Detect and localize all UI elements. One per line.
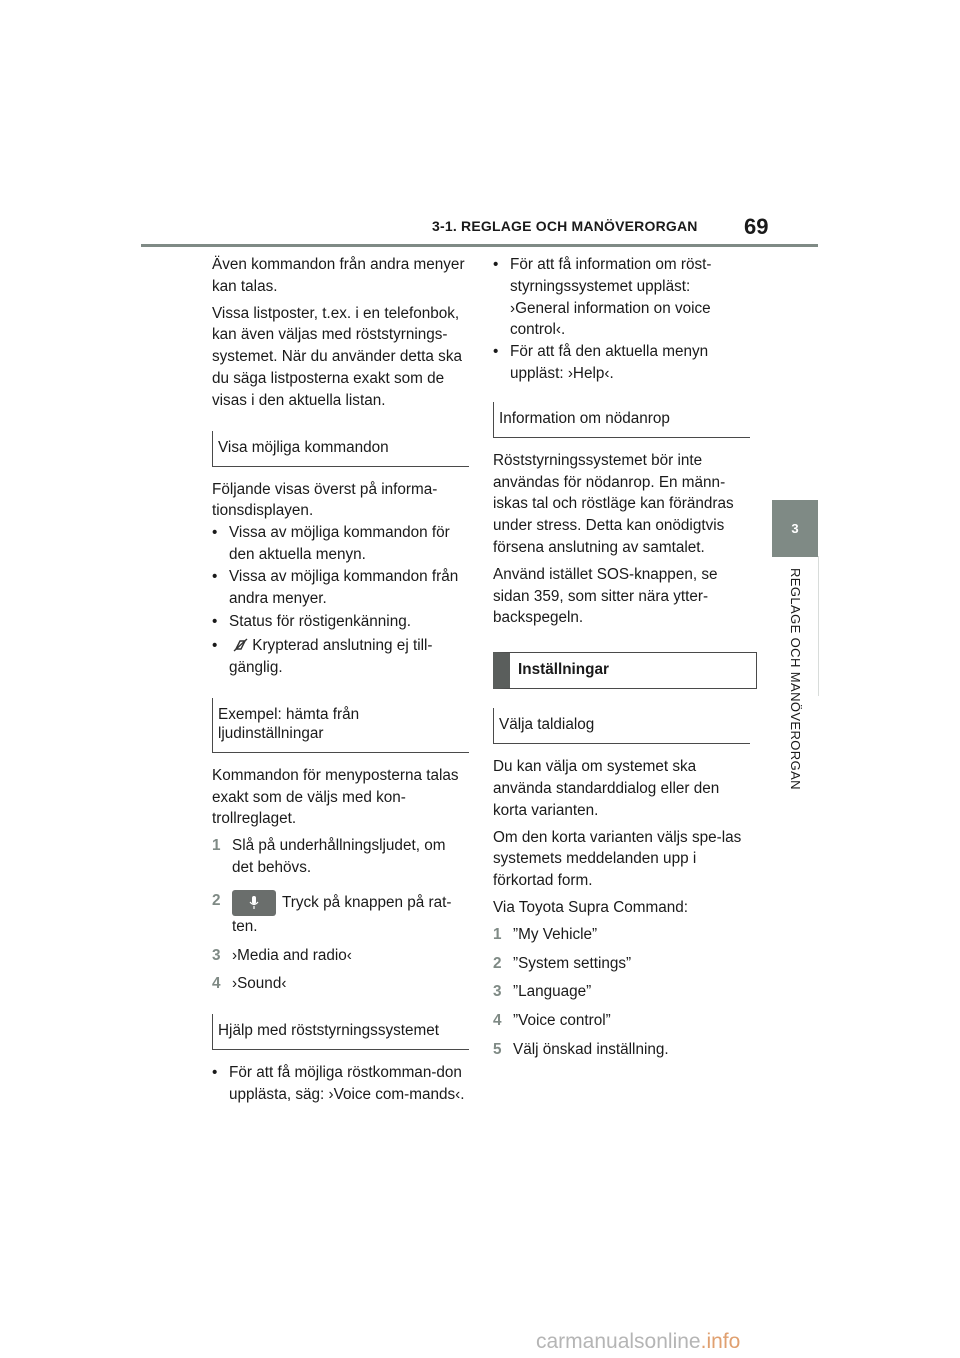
step-item: [212, 890, 468, 938]
list-item: [212, 635, 468, 679]
step-number: 2: [212, 891, 221, 909]
right-column: [493, 254, 749, 1068]
step-number: 2: [493, 954, 502, 972]
step-text: ›Sound‹: [232, 975, 287, 993]
step-number: 4: [212, 975, 221, 993]
list-item: • Vissa av möjliga kommandon från andra menyer.: [212, 566, 468, 610]
step-number: 3: [493, 983, 502, 1001]
list-item: • För att få möjliga röstkomman-don upplästa, säg: ›Voice com-mands‹.: [212, 1062, 468, 1106]
step-item: [212, 973, 468, 995]
section-heading: Information om nödanrop: [493, 402, 750, 438]
watermark-name: carmanualsonline: [536, 1330, 701, 1353]
section-heading: Exempel: hämta från ljudinställningar: [212, 698, 469, 753]
section-heading: Välja taldialog: [493, 708, 750, 744]
microphone-icon: [249, 895, 259, 910]
left-column: [212, 254, 468, 1106]
step-item: [493, 1010, 749, 1032]
list-item: • För att få den aktuella menyn uppläst: ›Help‹.: [493, 341, 749, 385]
chapter-tab-line: [818, 556, 819, 696]
chapter-tab: [772, 500, 818, 557]
step-item: [493, 1039, 749, 1061]
page-number: 69: [744, 214, 769, 239]
step-text: Slå på underhållningsljudet, om det behövs.: [232, 837, 446, 876]
header-rule: [141, 244, 818, 247]
step-text: Välj önskad inställning.: [513, 1040, 669, 1058]
paragraph: Röststyrningssystemet bör inte användas för nödanrop. En männ-iskas tal och röstläge kan förändras under stress. Detta kan onödigtvis försena anslutning av samtalet.: [493, 451, 734, 556]
step-number: 3: [212, 946, 221, 964]
paragraph: Även kommandon från andra menyer kan talas.: [212, 256, 465, 295]
step-item: [212, 835, 468, 879]
step-text: ›Media and radio‹: [232, 946, 352, 964]
list-item: • Vissa av möjliga kommandon för den aktuella menyn.: [212, 522, 468, 566]
step-item: [493, 924, 749, 946]
paragraph: Vissa listposter, t.ex. i en telefonbok, kan även väljas med röststyrnings-systemet. När du använder detta ska du säga listposterna exakt som de visas i den aktuella listan.: [212, 304, 462, 409]
section-heading: Hjälp med röststyrningssystemet: [212, 1014, 469, 1050]
voice-button: [232, 890, 276, 916]
step-text: Tryck på knappen på rat-ten.: [232, 893, 452, 935]
section-title: 3-1. REGLAGE OCH MANÖVERORGAN: [432, 218, 698, 234]
step-item: [212, 945, 468, 967]
step-text: ”System settings”: [513, 954, 632, 972]
list-item-text: Krypterad anslutning ej till-gänglig.: [229, 637, 433, 676]
step-text: ”My Vehicle”: [513, 925, 598, 943]
section-heading-bold: Inställningar: [493, 652, 757, 689]
step-text: ”Language”: [513, 983, 592, 1001]
chapter-number: 3: [791, 521, 799, 536]
paragraph: Via Toyota Supra Command:: [493, 898, 689, 916]
watermark-domain: .info: [700, 1330, 741, 1353]
step-text: ”Voice control”: [513, 1012, 611, 1030]
paragraph: Följande visas överst på informa-tionsdisplayen.: [212, 480, 438, 520]
watermark: [536, 1330, 740, 1354]
step-item: [493, 981, 749, 1003]
step-number: 4: [493, 1012, 502, 1030]
step-number: 1: [212, 837, 221, 855]
list-item: • För att få information om röst-styrningssystemet uppläst: ›General information on voice control‹.: [493, 254, 749, 341]
paragraph: Använd istället SOS-knappen, se sidan 359, som sitter nära ytter-backspegeln.: [493, 565, 718, 627]
list-item: • Status för röstigenkänning.: [212, 611, 468, 633]
step-item: [493, 953, 749, 975]
paragraph: Om den korta varianten väljs spe-las systemets meddelanden upp i förkortad form.: [493, 828, 742, 890]
encryption-unavailable-icon: [233, 638, 248, 652]
paragraph: Du kan välja om systemet ska använda standarddialog eller den korta varianten.: [493, 758, 720, 819]
step-number: 1: [493, 925, 502, 943]
chapter-label: REGLAGE OCH MANÖVERORGAN: [788, 568, 803, 790]
section-heading: Visa möjliga kommandon: [212, 431, 469, 467]
step-number: 5: [493, 1040, 502, 1058]
paragraph: Kommandon för menyposterna talas exakt som de väljs med kon-trollreglaget.: [212, 766, 459, 828]
